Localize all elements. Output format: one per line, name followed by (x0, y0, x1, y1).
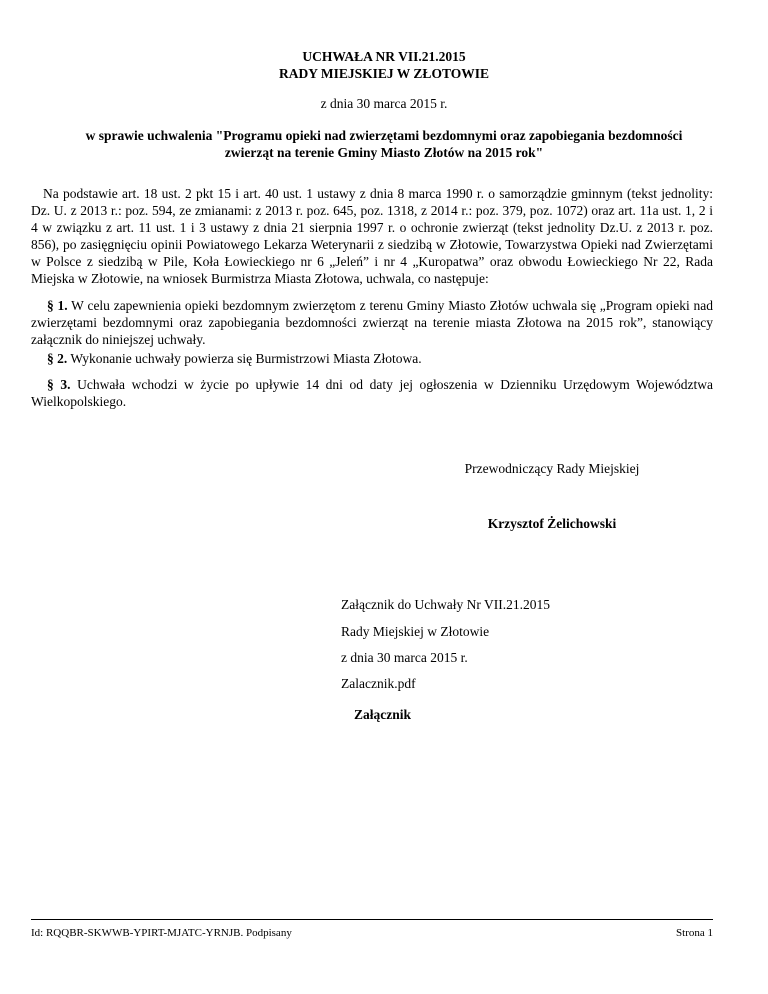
section-1-text: W celu zapewnienia opieki bezdomnym zwierzętom z terenu Gminy Miasto Złotów uchwala się „Program opieki nad zwierzętami bezdomnymi oraz zapobiegania bezdomności zwierząt na terenie miasta Złotowa na 2015 rok”, stanowiący załącznik do niniejszej uchwały. (31, 298, 714, 347)
attachment-line-1: Załącznik do Uchwały Nr VII.21.2015 (341, 597, 550, 612)
section-2-label: § 2. (47, 351, 68, 366)
section-1 (31, 297, 713, 348)
section-3-label: § 3. (47, 377, 71, 392)
section-3-text: Uchwała wchodzi w życie po upływie 14 dni od daty jej ogłoszenia w Dzienniku Urzędowym Województwa Wielkopolskiego. (31, 377, 713, 409)
preamble: Na podstawie art. 18 ust. 2 pkt 15 i art. 40 ust. 1 ustawy z dnia 8 marca 1990 r. o samorządzie gminnym (tekst jednolity: Dz. U. z 2013 r.: poz. 594, ze zmianami: z 2013 r. poz. 645, poz. 1318, z 2014 r.: poz. 379, poz. 1072) oraz art. 11a ust. 1, 2 i 4 w związku z art. 11 ust. 1 i 3 ustawy z dnia 21 sierpnia 1997 r. o ochronie zwierząt (tekst jednolity Dz.U. z 2013 r. poz. 856), po zasięgnięciu opinii Powiatowego Lekarza Weterynarii z siedzibą w Złotowie, Towarzystwa Opieki nad Zwierzętami w Polsce z siedzibą w Pile, Koła Łowieckiego nr 6 „Jeleń” i nr 4 „Kuropatwa” oraz obwodu Łowieckiego Nr 22, Rada Miejska w Złotowie, na wniosek Burmistrza Miasta Złotowa, uchwala, co następuje: (31, 186, 713, 286)
title-line-1: UCHWAŁA NR VII.21.2015 (302, 49, 466, 64)
signatory-name: Krzysztof Żelichowski (487, 516, 617, 531)
attachment-file-link[interactable]: Zalacznik.pdf (341, 676, 416, 691)
footer-divider (31, 919, 713, 920)
section-2-text: Wykonanie uchwały powierza się Burmistrzowi Miasta Złotowa. (67, 351, 422, 366)
attachment-label: Załącznik (354, 707, 412, 722)
section-1-label: § 1. (47, 298, 68, 313)
signatory-role: Przewodniczący Rady Miejskiej (464, 461, 640, 476)
section-3 (31, 376, 713, 410)
footer-document-id: Id: RQQBR-SKWWB-YPIRT-MJATC-YRNJB. Podpisany (31, 927, 292, 939)
resolution-date: z dnia 30 marca 2015 r. (320, 96, 448, 111)
resolution-subject: w sprawie uchwalenia "Programu opieki nad zwierzętami bezdomnymi oraz zapobiegania bezdomności zwierząt na terenie Gminy Miasto Złotów na 2015 rok" (85, 128, 683, 160)
section-2 (31, 350, 713, 367)
footer-page-number: Strona 1 (676, 927, 713, 939)
attachment-line-3: z dnia 30 marca 2015 r. (341, 650, 468, 665)
title-line-2: RADY MIEJSKIEJ W ZŁOTOWIE (279, 66, 489, 81)
attachment-line-2: Rady Miejskiej w Złotowie (341, 624, 490, 639)
document-title (0, 48, 768, 82)
